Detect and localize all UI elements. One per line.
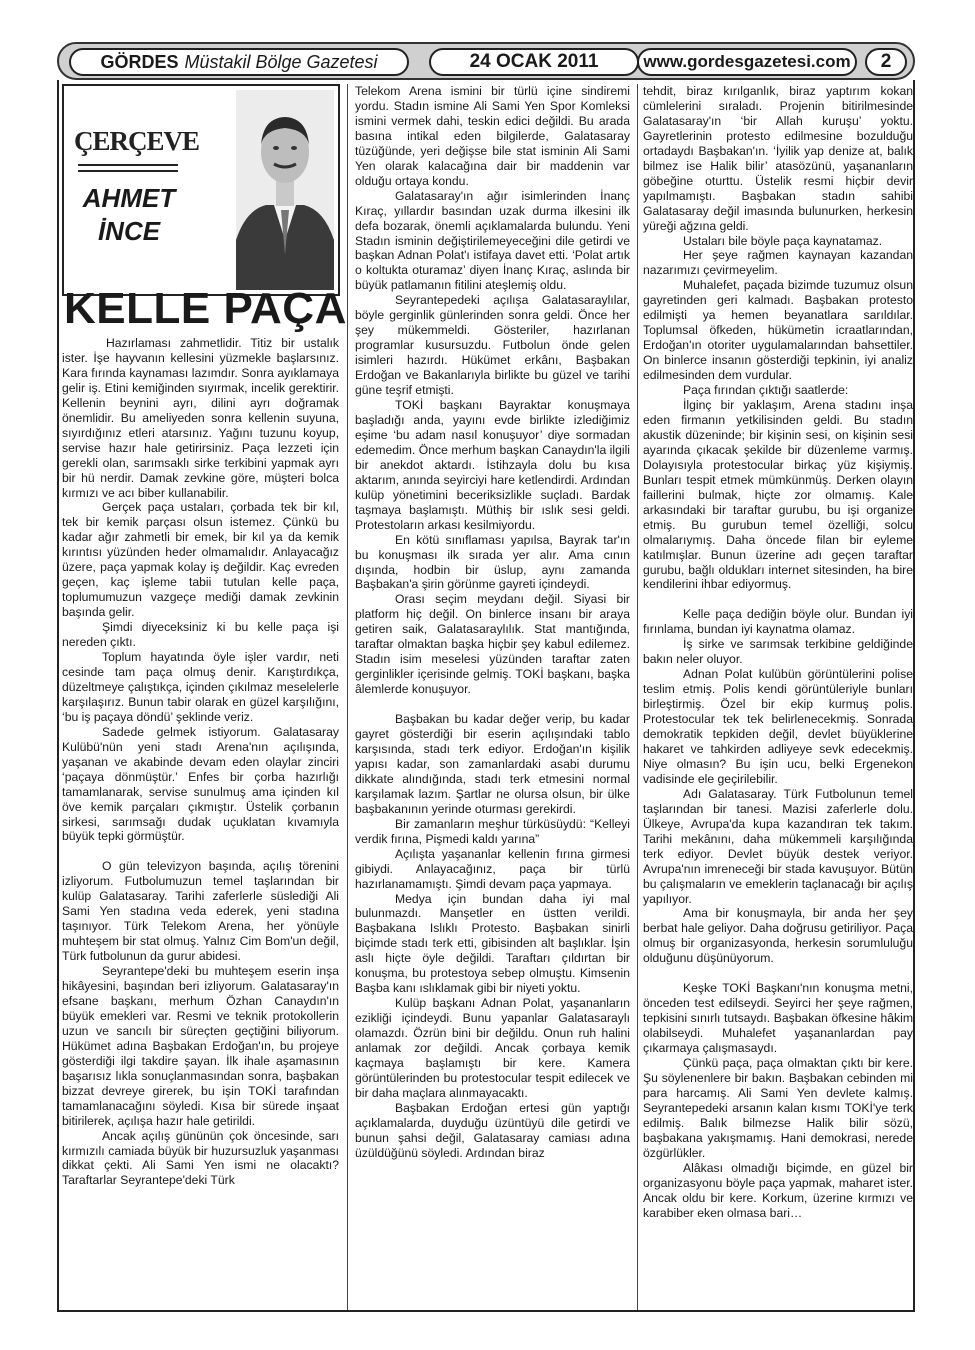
paragraph: Kelle paça dediğin böyle olur. Bundan iyi fırınlama, bundan iyi kaynatma olamaz. bbox=[643, 607, 913, 637]
author-portrait-image bbox=[236, 90, 334, 290]
paragraph: Gerçek paça ustaları, çorbada tek bir kıl, tek bir kemik parçası olsun istemez. Çünkü bu kadar ağır zahmetli bir emek, bir kıl ya da kemik kırıntısı yüzünden heder olmamalıdır. Anlayacağız üzere, paça yapmak kolay iş değildir. Kaç evreden geçen, kaç işleme tabii tutulan kelle paça, toplumumuzun vazgeçe mediği damak zevkinin başında gelir. bbox=[62, 500, 339, 620]
column-rule bbox=[347, 84, 348, 1310]
paragraph: Toplum hayatında öyle işler vardır, neti cesinde tam paça olmuş denir. Karıştırdıkça, düzeltmeye çalıştıkça, içinden çıkılmaz meselelerle karşılaşırız. Bunun tabir olarak en güzel karşılığını, ‘bu iş paçaya döndü’ şeklinde veriz. bbox=[62, 650, 339, 724]
paragraph: Bir zamanların meşhur türküsüydü: “Kelleyi verdik fırına, Pişmedi kaldı yarına” bbox=[355, 816, 630, 846]
paragraph: O gün televizyon başında, açılış törenini izliyorum. Futbolumuzun temel taşlarından bir kulüp Galatasaray. Tarihi zaferlerle süslediği Ali Sami Yen stadına veda ederek, yeni stadına taşınıyor. Türk Telekom Arena, her yönüyle muhteşem bir stat olmuş. Yalnız Cim Bom'un değil, Türk futbolunun da gurur abidesi. bbox=[62, 859, 339, 964]
paragraph: Ustaları bile böyle paça kaynatamaz. bbox=[683, 233, 883, 248]
paragraph: Keşke TOKİ Başkanı'nın konuşma metni, önceden test edilseydi. Seyirci her şeye rağmen, tepkisini sınırlı tutsaydı. Başbakan öfkesine hâkim olabilseydi. Muhalefet yaşananlardan pay çıkarmaya çalışmasaydı. bbox=[643, 981, 913, 1056]
paragraph: Telekom Arena ismini bir türlü içine sindiremi yordu. Stadın ismine Ali Sami Yen Spor Komleksi ismini vermek dahi, teskin edici değildi. Bu arada basına intikal eden bilgilerde, Galatasaray tüzüğünde, yeri değişse bile stat isminin Ali Sami Yen olarak kalacağına dair bir maddenin var olduğu ortaya kondu. bbox=[355, 84, 630, 188]
paragraph: Alâkası olmadığı biçimde, en güzel bir organizasyonu böyle paça yapmak, maharet ister. Ancak oldu bir kere. Korkum, üzerine kırmızı ve karabiber eken olmasa bari… bbox=[643, 1160, 913, 1220]
paragraph: En kötü sınıflaması yapılsa, Bayrak tar'ın bu konuşması ilk sırada yer alır. Ama cının dışında, hodbin bir üslup, aynı zamanda Başbakan'a şirin görünme gayreti içindeydi. bbox=[355, 532, 630, 592]
page-header bbox=[57, 42, 915, 80]
paragraph: Başbakan bu kadar değer verip, bu kadar gayret gösterdiği bir eserin açılışındaki tablo karşısında, stadı terk ediyor. Erdoğan'ın kişilik yapısı kadar, son zamanlardaki asabi durumu dikkate alındığında, stadı terk etmesini normal karşılamak lazım. Şartlar ne olursa olsun, bir ülke başbakanının yerinde oturması gerekirdi. bbox=[355, 712, 630, 816]
author-name bbox=[74, 182, 184, 248]
paragraph: Seyrantepe'deki bu muhteşem eserin inşa hikâyesini, başından beri izliyorum. Galatasaray'ın efsane başkanı, merhum Özhan Canaydın'ın büyük emekleri var. Resmi ve teknik protokollerin uzun ve sancılı bir süreçten geçtiğini biliyorum. Hükümet adına Başbakan Erdoğan'ın, bu projeye gösterdiği ilgi takdire şayan. İlk ihale aşamasının başarısız lıkla sonuçlanmasından sonra, başbakan bizzat devreye girerek, bu işin TOKİ tarafından tamamlanacağını söyledi. Kısa bir sürede inşaat bitirilerek, açılışa hazır hale getirildi. bbox=[62, 964, 339, 1128]
paragraph: Adı Galatasaray. Türk Futbolunun temel taşlarından bir tanesi. Mazisi zaferlerle dolu. Ülkeye, Avrupa'da kupa kazandıran tek takım. Tarihi mekânını, daha mükemmeli karşılığında terk ediyor. Devlet büyük destek veriyor. Avrupa'nın imreneceği bir stada kavuşuyor. Bütün bu çalışmaların ve emeklerin taçlanacağı bir açılış yapılıyor. bbox=[643, 786, 913, 906]
issue-date: 24 OCAK 2011 bbox=[429, 48, 639, 76]
paper-name-pill bbox=[69, 48, 409, 76]
section-title: ÇERÇEVE bbox=[74, 126, 200, 156]
author-photo bbox=[236, 90, 334, 290]
paragraph: Açılışta yaşananlar kellenin fırına girmesi gibiydi. Anlayacağınız, paça bir türlü hazırlanamamıştı. Şimdi devam paça yapmaya. bbox=[355, 846, 630, 891]
paragraph: Hazırlaması zahmetlidir. Titiz bir ustalık ister. İşe hayvanın kellesini yüzmekle başlarsınız. Kara fırında kaynaması lazımdır. Sonra ayıklamaya gelir iş. Etini kemiğinden sıyırmak, incelik gerektirir. Kellenin beynini ayrı, dilini ayrı doğramak önemlidir. Bu ameliyeden sonra kellenin suyuna, sıyırdığınız etleri atarsınız. Yağını tuzunu koyup, servise hazır hale getirirsiniz. Paça lezzeti için gerekli olan, sarımsaklı sirke terkibini yapmak ayrı bir hü nerdir. Damak zevkine göre, müşteri bolca kırmızı ve acı biber kullanabilir. bbox=[62, 336, 339, 500]
paragraph: İlginç bir yaklaşım, Arena stadını inşa eden firmanın yetkilisinden geldi. Bu stadın akustik düzeninde; bir kişinin sesi, on kişinin sesi ayarında çıkacak şekilde bir düzenleme varmış. Dolayısıyla protestocular birkaç yüz kişiymiş. Bunları tespit etmek mümkünmüş. Derken olayın faillerini bulmak, hiçte zor olmamış. Kale arkasındaki bir taraftar gurubu, bu işi organize etmiş. Bu gurubun temel özelliği, solcu olmalarıymış. Daha öncede filan bir eyleme katılmışlar. Bunun üzerine adı geçen taraftar gurubu, bağlı oldukları internet sitesinden, ha bire kendilerini ihbar ediyormuş. bbox=[643, 398, 913, 592]
paper-subtitle: Müstakil Bölge Gazetesi bbox=[184, 51, 378, 72]
paragraph: Ancak açılış gününün çok öncesinde, sarı kırmızılı camiada büyük bir huzursuzluk yaşanması dikkat çekti. Ali Sami Yen ismi ne olacaktı? Taraftarlar Seyrantepe'deki Türk bbox=[62, 1128, 339, 1188]
website-url: www.gordesgazetesi.com bbox=[637, 48, 857, 76]
paragraph: tehdit, biraz kırılganlık, biraz yaptırım kokan cümlelerini sıraladı. Projenin bitirilmesinde Galatasaray'ın ‘bir Allah kuruşu’ yoktu. Gayretlerinin protesto edilmesine bozulduğu ortadaydı Başbakan'ın. ‘İyilik yap denize at, balık bilmez ise Halik bilir’ atasözünü, yaşananların göbeğine oturttu. Üstelik resmi hiçbir devir yapılmamıştı. Başbakan stadın sahibi Galatasaray değil imasında bulunurken, herkesin yüreği ağzına geldi. bbox=[643, 84, 913, 233]
author-first-name: AHMET bbox=[82, 183, 176, 213]
paragraph: Çünkü paça, paça olmaktan çıktı bir kere. Şu söylenenlere bir bakın. Başbakan cebinden mi para harcamış. Ali Sami Yen devlete kalmış. Seyrantepedeki arsanın kalan kısmı TOKİ'ye terk edilmiş. Balık bilmezse Halik bilir sözü, başbakana yakışmamış. Hani demokrasi, nerede özgürlükler. bbox=[643, 1056, 913, 1160]
paragraph: İş sirke ve sarımsak terkibine geldiğinde bakın neler oluyor. bbox=[643, 637, 913, 667]
paragraph: Sadede gelmek istiyorum. Galatasaray Kulübü'nün yeni stadı Arena'nın açılışında, yaşanan ve akabinde devam eden olaylar zinciri ‘paçaya dönmüştür.’ Enfes bir çorba hazırlığı tamamlanarak, servise sunulmuş ama içinden kıl öve kemik parçaları çıkmıştır. Üstelik çorbanın sirkesi, sarımsağı dudak uçuklatan kıvamıyla büyük tepki görmüştür. bbox=[62, 724, 339, 844]
paragraph: Medya için bundan daha iyi mal bulunmazdı. Manşetler en üstten verildi. Başbakana Islıklı Protesto. Başbakan sinirli biçimde stadı terk etti, gibisinden alt başlıklar. İşin aslı hiçte öyle değildi. Taraftarı çıldırtan bir konuşma, bu protestoya sebep olmuştu. Kimsenin Başba kanı ıslıklamak gibi bir niyeti yoktu. bbox=[355, 891, 630, 996]
paragraph: Galatasaray'ın ağır isimlerinden İnanç Kıraç, yıllardır basından uzak durma ilkesini ilk defa bozarak, önemli açıklamalarda bulundu. Yeni Stadın isminin değiştirilemeyeceğini dile getirdi ve başkan Adnan Polat'ı istifaya davet etti. ‘Polat artık o koltukta oturamaz’ diyen İnanç Kıraç, aslında bir büyük patlamanın fitilini ateşlemiş oldu. bbox=[355, 188, 630, 293]
paragraph: TOKİ başkanı Bayraktar konuşmaya başladığı anda, yayını evde birlikte izlediğimiz eşime ‘bu adam nasıl konuşuyor’ diye sormadan edemedim. Önce merhum başkan Canaydın'la ilgili bir anekdot aktardı. İstihzayla dolu bu kısa aktarım, anında seyirciyi hare ketlendirdi. Ardından kulüp yönetimini beceriksizlikle suçladı. Bardak taşmaya başlamıştı. Müthiş bir ıslık sesi geldi. Protestoların arkası kesilmiyordu. bbox=[355, 398, 630, 532]
author-last-name: İNCE bbox=[97, 216, 161, 246]
article-headline: KELLE PAÇA bbox=[64, 284, 347, 333]
paragraph: Paça fırından çıktığı saatlerde: bbox=[683, 383, 849, 398]
column-rule bbox=[637, 84, 638, 1310]
paragraph: Adnan Polat kulübün görüntülerini polise teslim etmiş. Polis kendi görüntüleriyle bunları birleştirmiş. Özel bir ekip kurmuş polis. Protestocular tek tek belirlenecekmiş. Sonrada demokratik tepkiden değil, devlet büyüklerine hakaret ve tahkirden adliyeye sevk edecekmiş. Niye olmasın? Bu işin ucu, belki Ergenekon vadisinde ele geçirilebilir. bbox=[643, 667, 913, 786]
paragraph: Her şeye rağmen kaynayan kazandan nazarımızı çevirmeyelim. bbox=[643, 248, 913, 278]
paragraph: Muhalefet, paçada bizimde tuzumuz olsun gayretinden geri kalmadı. Başbakan protesto edilmişti ya hemen beyanatlara sarıldılar. Toplumsal öfkeden, hükümetin icraatlarından, Erdoğan'ın otoriter uygulamalarından bahsettiler. On binlerce insanın gösterdiği tepkinin, iyi analiz edilmesinden dem vurdular. bbox=[643, 278, 913, 383]
paragraph: Seyrantepedeki açılışa Galatasaraylılar, böyle gerginlik günlerinden sonra geldi. Önce her şey mükemmeldi. Gösteriler, hazırlanan programlar kusursuzdu. Futbolun önde gelen isimleri hazırdı. Hükümet erkânı, Başbakan Erdoğan ve Bakanlarıyla birlikte bu güzel ve tarihi güne teşrif etmişti. bbox=[355, 293, 630, 398]
section-title-underline bbox=[78, 164, 178, 172]
page-number: 2 bbox=[865, 48, 907, 76]
column-header-box bbox=[62, 84, 340, 296]
paragraph: Başbakan Erdoğan ertesi gün yaptığı açıklamalarda, duyduğu üzüntüyü dile getirdi ve bunun şahsi değil, Galatasaray camiası adına üzüldüğünü söyledi. Ardından biraz bbox=[355, 1100, 630, 1160]
paragraph: Şimdi diyeceksiniz ki bu kelle paça işi nereden çıktı. bbox=[62, 620, 339, 650]
article-column-3 bbox=[643, 84, 913, 1310]
paragraph: Ama bir konuşmayla, bir anda her şey berbat hale geliyor. Daha doğrusu getiriliyor. Paça olmuş bir organizasyonda, herkesin sorumluluğu olduğunu düşünüyorum. bbox=[643, 906, 913, 966]
article-column-2 bbox=[355, 84, 630, 1310]
article-column-1 bbox=[62, 336, 339, 1310]
paragraph: Kulüp başkanı Adnan Polat, yaşananların ezikliği içindeydi. Bunu yapanlar Galatasaraylı olamazdı. Özrün bini bir değildu. Onun ruh halini anlamak zor değildi. Ancak çorbaya kemik kaçmaya başlamıştı bir kere. Kamera görüntülerinden bu protestocular tespit edilecek ve bir daha maçlara alınmayacaktı. bbox=[355, 996, 630, 1100]
paragraph: Orası seçim meydanı değil. Siyasi bir platform hiç değil. On binlerce insanı bir araya getiren saik, Galatasaraylılık. Stat mantığında, taraftar olmaktan başka hiçbir şey kabul edilemez. Stadın isim meselesi yüzünden taraftar zaten gerginlikler içerisinde gelmiş. TOKİ başkanı, başka âlemlerde konuşuyor. bbox=[355, 592, 630, 697]
paper-name: GÖRDES bbox=[100, 51, 179, 72]
